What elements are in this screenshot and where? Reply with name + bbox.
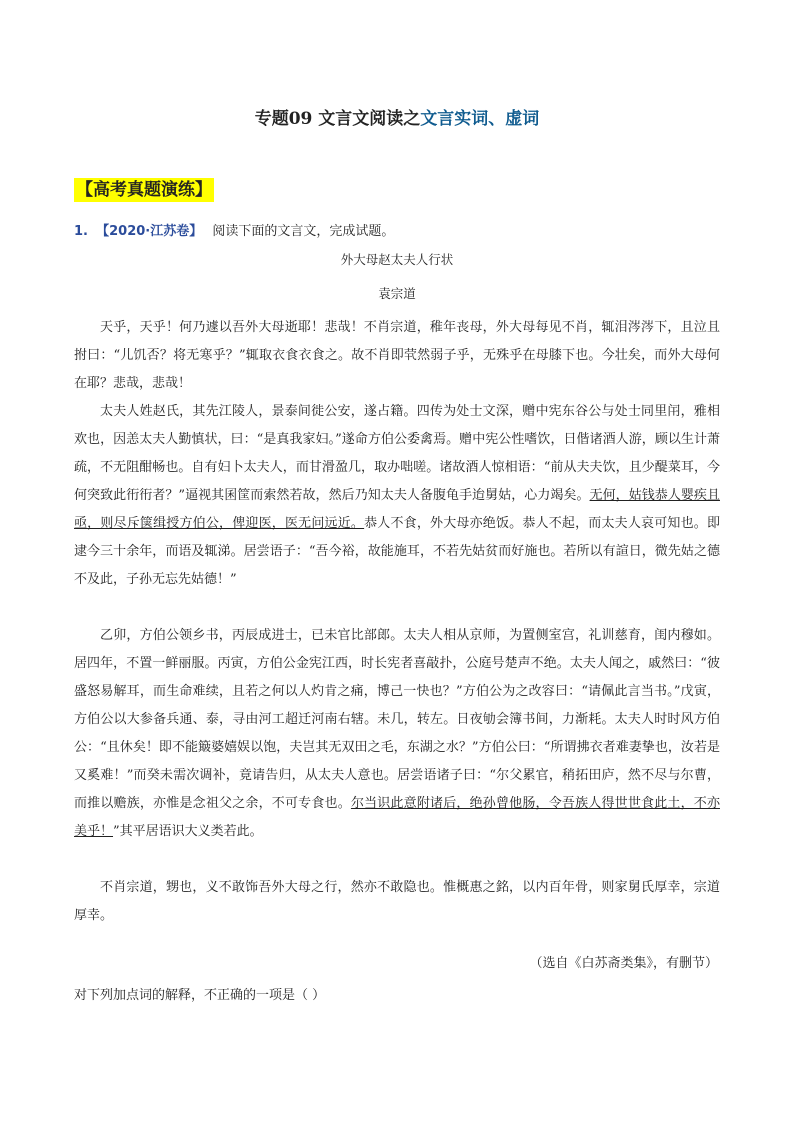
paragraph-text-part: 太夫人姓赵氏，其先江陵人，景泰间徙公安，遂占籍。四传为处士文深，赠中宪东谷公与处士同里闬，雅相欢也，因恙太夫人勤慎状，曰：“是真我家妇。”遂命方伯公委禽焉。赠中宪公性嗜饮，日偕诸酒人游，顾以生计萧疏，不无阻酣畅也。自有妇卜太夫人，而甘滑盈几，取办咄嗟。诸故酒人惊相语：“前从夫夫饮，且少醍菜耳，今何突致此衎衎者？”逼视其囷筐而索然若故，然后乃知太夫人备腹龟手迨舅姑，心力竭矣。	[74, 404, 720, 503]
underlined-sentence: 尔当识此意附诸后，绝孙曾他肠，令吾族人得世世食此土，不亦美乎！	[74, 796, 720, 839]
paragraph-text-part: 乙卯，方伯公领乡书，丙辰成进士，已未官比部郎。太夫人相从京师，为置侧室宫，礼训慈育，闺内穆如。居四年，不置一鲜丽服。丙寅，方伯公金宪江西，时长宪者喜敲扑，公庭号楚声不绝。太夫人闻之，戚然曰：“彼盛怒易解耳，而生命难续，且若之何以人灼肯之痛，博己一快也？”方伯公为之改容曰：“请佩此言当书。”戊寅，方伯公以大参备兵通、泰，寻由河工超迁河南右辖。未几，转左。日夜劬会簿书间，力渐耗。太夫人时时风方伯公：“且休矣！即不能簸婆嬉娱以饱，夫岂其无双田之毛，东湖之水？”方伯公曰：“所谓拂衣者难妻挚也，汝若是又奚难！”而癸未需次调补，竟请告归，从太夫人意也。居尝语诸子曰：“尔父累官，稍拓田庐，然不尽与尔曹，而推以赡族，亦惟是念祖父之余，不可专食也。	[74, 628, 720, 811]
passage-paragraph-2	[74, 398, 720, 594]
passage-paragraph-1	[74, 314, 720, 398]
paragraph-text	[74, 622, 720, 846]
section-tag: 【高考真题演练】	[76, 180, 212, 200]
page-title	[0, 104, 794, 129]
paragraph-text: 不肖宗道，甥也，义不敢饰吾外大母之行，然亦不敢隐也。惟概惠之銘，以内百年骨，则家舅氏厚幸，宗道厚幸。	[74, 880, 720, 923]
paragraph-text-part: ”其平居语识大义类若此。	[113, 824, 263, 839]
passage-paragraph-3	[74, 622, 720, 846]
question-number: 1.	[74, 224, 88, 239]
passage-author: 袁宗道	[378, 286, 416, 301]
passage-paragraph-4	[74, 874, 720, 930]
question-1-header	[74, 220, 394, 239]
question-text: 对下列加点词的解释，不正确的一项是（ ）	[74, 988, 326, 1003]
title-accent: 文言实词、虚词	[420, 109, 540, 129]
title-main: 专题09 文言文阅读之	[254, 109, 421, 129]
source-note: （选自《白苏斋类集》，有删节）	[529, 956, 718, 971]
question-source: 【2020·江苏卷】	[96, 224, 203, 239]
passage-title: 外大母赵太夫人行状	[340, 252, 454, 267]
underlined-sentence: 无何，姑钱恭人婴疾且亟，则尽斥箧缉授方伯公，俾迎医，医无问远近。	[74, 488, 720, 531]
question-prompt: 阅读下面的文言文，完成试题。	[212, 224, 395, 239]
paragraph-text-part: 恭人不食，外大母亦绝饭。恭人不起，而太夫人哀可知也。即逮今三十余年，而语及辄涕。居尝语子：“吾今裕，故能施耳，不若先姑贫而好施也。若所以有諠日，微先姑之德不及此，子孙无忘先姑德！”	[74, 516, 720, 587]
paragraph-text	[74, 398, 720, 594]
paragraph-text: 天乎，天乎！何乃遽以吾外大母逝耶！悲哉！不肖宗道，稚年丧母，外大母每见不肖，辄泪涔涔下，且泣且拊曰：“儿饥否？将无寒乎？”辄取衣食衣食之。故不肖即茕然弱子乎，无殊乎在母膝下也。今壮矣，而外大母何在耶？悲哉，悲哉！	[74, 320, 720, 391]
